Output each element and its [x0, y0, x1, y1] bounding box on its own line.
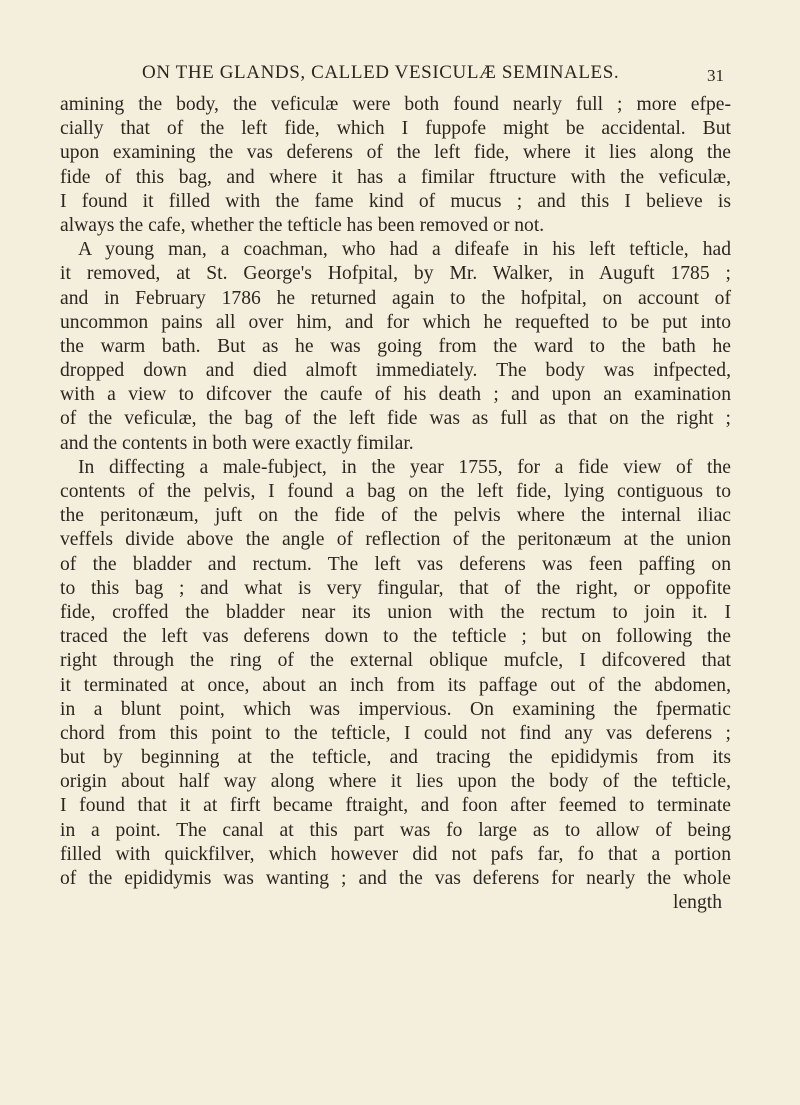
text-line: contents of the pelvis, I found a bag on the left fide, lying contiguous to	[60, 481, 731, 502]
text-line: traced the left vas deferens down to the tefticle ; but on following the	[60, 626, 731, 648]
text-line: always the cafe, whether the tefticle has been removed or not.	[60, 214, 545, 236]
text-line: I found it filled with the fame kind of mucus ; and this I believe is	[60, 190, 731, 212]
text-line: chord from this point to the tefticle, I could not find any vas deferens ;	[60, 722, 731, 744]
text-line: filled with quickfilver, which however did not pafs far, fo that a portion	[60, 843, 731, 865]
running-head: ON THE GLANDS, CALLED VESICULÆ SEMINALES.	[142, 62, 620, 83]
page-number: 31	[707, 66, 724, 85]
text-line: of the veficulæ, the bag of the left fide was as full as that on the right ;	[60, 408, 731, 430]
text-line: but by beginning at the tefticle, and tracing the epididymis from its	[60, 747, 731, 769]
text-line: and in February 1786 he returned again to the hofpital, on account of	[60, 287, 731, 309]
text-line: the peritonæum, juft on the fide of the pelvis where the internal iliac	[60, 505, 731, 527]
text-line: of the bladder and rectum. The left vas deferens was feen paffing on	[60, 553, 731, 575]
text-line: with a view to difcover the caufe of his death ; and upon an examination	[60, 384, 731, 406]
text-line: of the epididymis was wanting ; and the vas deferens for nearly the whole	[60, 868, 731, 889]
text-line: In diffecting a male-fubject, in the year 1755, for a fide view of the	[78, 456, 731, 478]
text-line: uncommon pains all over him, and for which he requefted to be put into	[60, 311, 731, 333]
text-line: I found that it at firft became ftraight, and foon after feemed to terminate	[60, 795, 731, 817]
text-line: fide of this bag, and where it has a fimilar ftructure with the veficulæ,	[60, 166, 731, 188]
text-line: origin about half way along where it lies upon the body of the tefticle,	[60, 771, 731, 793]
text-line: and the contents in both were exactly fimilar.	[60, 432, 414, 454]
body-text	[60, 93, 731, 915]
page-header	[130, 58, 724, 88]
text-line: dropped down and died almoft immediately. The body was infpected,	[60, 360, 731, 382]
text-line: A young man, a coachman, who had a difeafe in his left tefticle, had	[78, 239, 731, 261]
text-line: in a blunt point, which was impervious. On examining the fpermatic	[60, 698, 731, 720]
text-line: veffels divide above the angle of reflection of the peritonæum at the union	[60, 529, 731, 551]
catchword: length	[673, 892, 722, 914]
text-line: upon examining the vas deferens of the left fide, where it lies along the	[60, 142, 731, 164]
text-line: the warm bath. But as he was going from the ward to the bath he	[60, 335, 731, 357]
text-line: fide, croffed the bladder near its union with the rectum to join it. I	[60, 601, 731, 623]
text-line: to this bag ; and what is very fingular, that of the right, or oppofite	[60, 577, 731, 599]
text-line: it terminated at once, about an inch from its paffage out of the abdomen,	[60, 674, 731, 696]
text-line: it removed, at St. George's Hofpital, by Mr. Walker, in Auguft 1785 ;	[60, 263, 731, 285]
text-line: cially that of the left fide, which I fuppofe might be accidental. But	[60, 118, 731, 140]
text-line: right through the ring of the external oblique mufcle, I difcovered that	[60, 650, 731, 672]
text-line: in a point. The canal at this part was fo large as to allow of being	[60, 819, 731, 841]
text-line: amining the body, the veficulæ were both found nearly full ; more efpe-	[60, 94, 731, 115]
